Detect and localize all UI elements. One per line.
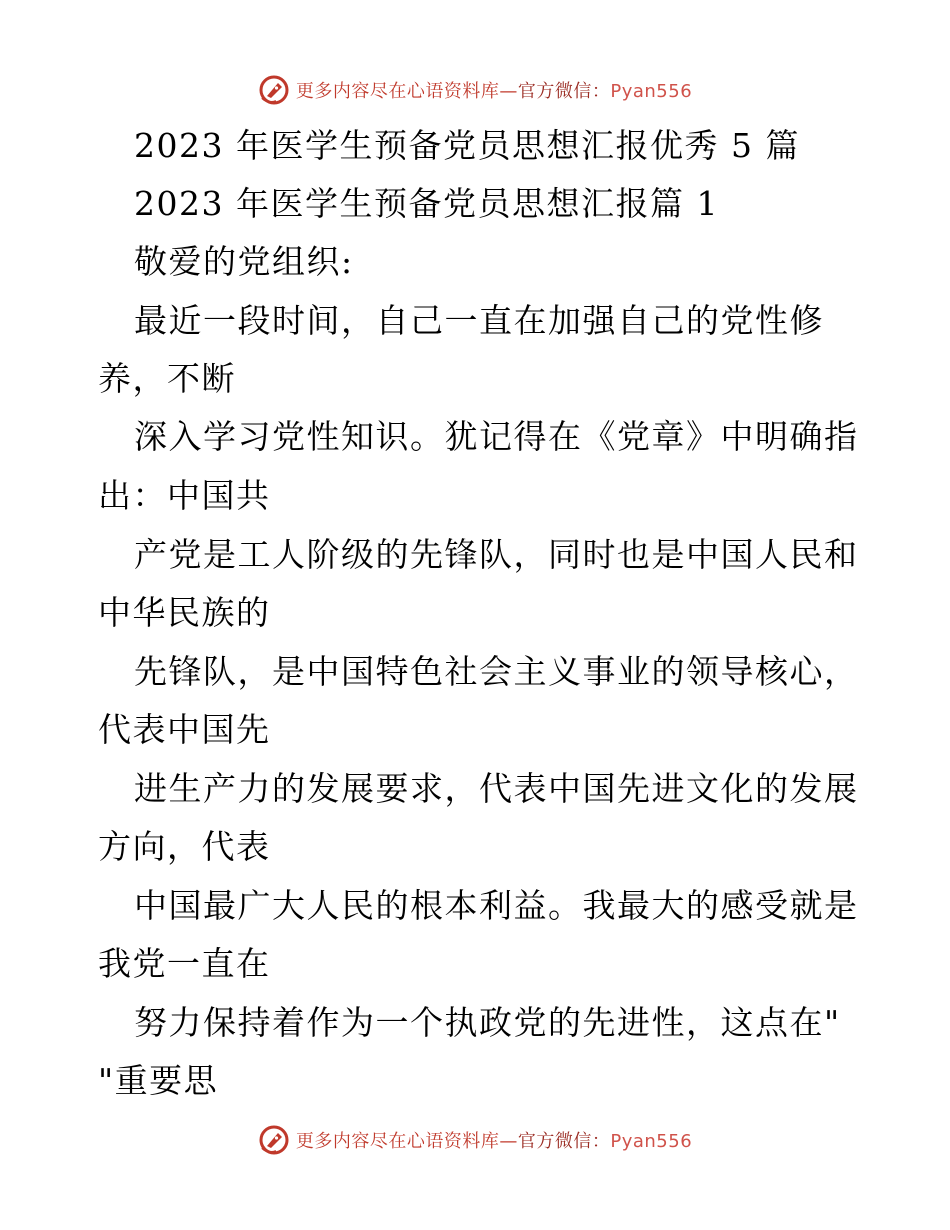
header-banner-text <box>296 77 692 103</box>
paragraph-line: 最近一段时间，自己一直在加强自己的党性修 <box>134 301 824 340</box>
header-separator: — <box>499 81 518 102</box>
paragraph-line: 养，不断 <box>98 359 236 398</box>
header-wechat-label: 官方微信： <box>517 81 611 102</box>
paragraph-line: 中华民族的 <box>98 593 271 632</box>
brand-logo-icon <box>258 74 290 106</box>
header-brand-text: 更多内容尽在心语资料库 <box>295 81 500 102</box>
paragraph-line: 努力保持着作为一个执政党的先进性，这点在" <box>134 1003 841 1042</box>
section-heading: 2023 年医学生预备党员思想汇报篇 1 <box>134 184 719 223</box>
paragraph-line: 代表中国先 <box>98 710 271 749</box>
footer-separator: — <box>499 1131 518 1152</box>
paragraph-line: "重要思 <box>98 1061 219 1100</box>
paragraph-line: 我党一直在 <box>98 944 271 983</box>
paragraph-line: 深入学习党性知识。犹记得在《党章》中明确指 <box>134 417 859 456</box>
header-banner <box>0 70 950 110</box>
salutation: 敬爱的党组织: <box>134 242 354 281</box>
paragraph-line: 先锋队，是中国特色社会主义事业的领导核心， <box>134 652 859 691</box>
paragraph-line: 产党是工人阶级的先锋队，同时也是中国人民和 <box>134 535 859 574</box>
brand-logo-icon <box>258 1124 290 1156</box>
paragraph-line: 中国最广大人民的根本利益。我最大的感受就是 <box>134 886 859 925</box>
paragraph-line: 出：中国共 <box>98 476 271 515</box>
document-title: 2023 年医学生预备党员思想汇报优秀 5 篇 <box>134 126 800 165</box>
header-wechat-id: Pyan556 <box>610 81 693 102</box>
paragraph-line: 方向，代表 <box>98 827 271 866</box>
footer-brand-text: 更多内容尽在心语资料库 <box>295 1131 500 1152</box>
footer-banner <box>0 1120 950 1160</box>
footer-wechat-id: Pyan556 <box>610 1131 693 1152</box>
paragraph-line: 进生产力的发展要求，代表中国先进文化的发展 <box>134 769 859 808</box>
footer-banner-text <box>296 1127 692 1153</box>
footer-wechat-label: 官方微信： <box>517 1131 611 1152</box>
